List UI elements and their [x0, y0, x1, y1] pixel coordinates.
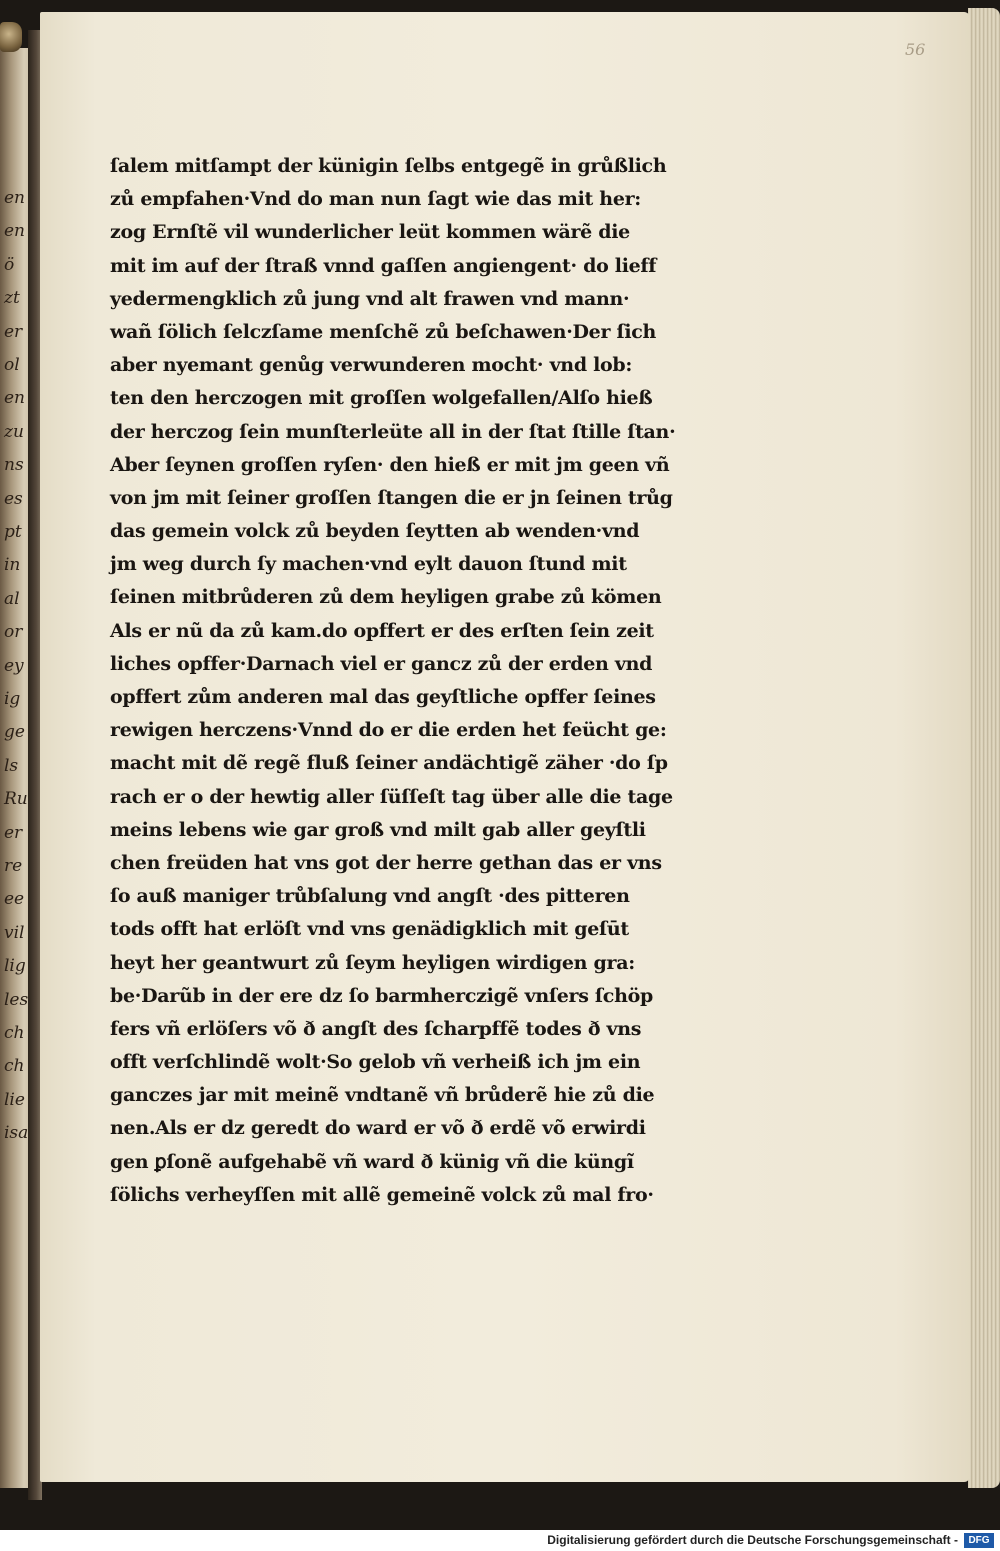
left-page-fragment: vil — [4, 922, 25, 943]
text-line: ſalem mitſampt der künigin ſelbs entgegẽ in grůßlich — [110, 155, 667, 177]
left-page-fragment: ig — [4, 689, 21, 709]
text-line: rewigen herczens·Vnnd do er die erden het feücht ge: — [110, 719, 667, 742]
footer-credit: Digitalisierung gefördert durch die Deutsche Forschungsgemeinschaft - — [547, 1533, 958, 1547]
text-line: zů empfahen·Vnd do man nun ſagt wie das mit her: — [110, 188, 642, 211]
left-page-fragment: er — [4, 822, 23, 843]
left-page-fragment: ge — [4, 722, 25, 743]
left-page-fragment: in — [4, 555, 21, 576]
left-page-fragment: les — [4, 989, 29, 1010]
text-line: meins lebens wie gar groß vnd milt gab aller geyſtli — [110, 818, 646, 841]
left-page-fragment: zu — [4, 421, 24, 442]
dfg-logo-icon: DFG — [964, 1533, 994, 1548]
text-line: tods offt hat erlöſt vnd vns genädigklich mit geſūt — [110, 918, 629, 941]
folio-number: 56 — [905, 40, 926, 59]
footer-bar — [0, 1530, 1000, 1551]
left-page-fragment: Ru — [4, 789, 28, 810]
left-page-fragment: lie — [4, 1089, 25, 1110]
text-line: Als er nũ da zů kam.do opffert er des erſten ſein zeit — [110, 619, 654, 642]
text-line: ſeinen mitbrůderen zů dem heyligen grabe zů kömen — [110, 586, 662, 609]
text-line: ten den herczogen mit groſſen wolgefallen/Alſo hieß — [110, 387, 653, 410]
left-page-fragment: lig — [4, 956, 26, 977]
left-page-fragment: ch — [4, 1023, 25, 1043]
left-page-fragment: ns — [4, 455, 24, 476]
text-line: mit im auf der ſtraß vnnd gaſſen angiengent· do lieff — [110, 254, 657, 277]
left-page-fragment: ch — [4, 1056, 25, 1077]
left-page-fragment: re — [4, 856, 23, 876]
text-line: aber nyemant genůg verwunderen mocht· vnd lob: — [110, 354, 633, 377]
left-page-fragment: en — [4, 188, 26, 208]
left-page-fragment: ö — [4, 254, 15, 275]
text-line: macht mit dẽ regẽ fluß ſeiner andächtigẽ zäher ·do ſp — [110, 752, 668, 775]
text-line: nen.Als er dz geredt do ward er võ ð erdẽ võ erwirdi — [110, 1117, 646, 1140]
left-page-fragment: isa — [4, 1123, 29, 1144]
left-page-fragment: ol — [4, 355, 20, 375]
left-page-fragment: ls — [4, 755, 19, 776]
text-line: ſo auß maniger trůbſalung vnd angſt ·des pitteren — [110, 885, 630, 908]
text-line: der herczog ſein munſterleüte all in der ſtat ſtille ſtan· — [110, 420, 676, 443]
left-page-fragment: en — [4, 221, 26, 242]
clasp-icon — [0, 22, 22, 52]
left-page-fragment: al — [4, 588, 20, 609]
left-page-fragment: ee — [4, 889, 25, 910]
text-line: yedermengklich zů jung vnd alt frawen vnd mann· — [110, 287, 630, 310]
text-line: be·Darũb in der ere dz ſo barmherczigẽ vnſers ſchöp — [110, 984, 653, 1007]
text-line: von jm mit ſeiner groſſen ſtangen die er jn ſeinen trůg — [110, 486, 673, 509]
text-block — [110, 150, 770, 1212]
text-line: ſölichs verheyſſen mit allẽ gemeinẽ volck zů mal fro· — [110, 1183, 654, 1206]
text-line: ganczes jar mit meinẽ vndtanẽ vñ brůderẽ hie zů die — [110, 1084, 655, 1107]
left-page-fragment: ey — [4, 655, 24, 676]
text-line: fers vñ erlöſers võ ð angſt des ſcharpffẽ todes ð vns — [110, 1017, 642, 1040]
text-line: das gemein volck zů beyden ſeytten ab wenden·vnd — [110, 520, 640, 543]
text-line: offt verſchlindẽ wolt·So gelob vñ verheiß ich jm ein — [110, 1051, 641, 1074]
page-edge — [968, 8, 1000, 1488]
left-page-fragment: zt — [4, 288, 20, 309]
left-page-fragment: es — [4, 488, 23, 509]
text-line: zog Ernſtẽ vil wunderlicher leüt kommen wärẽ die — [110, 221, 630, 244]
left-page-fragment: en — [4, 388, 26, 409]
text-line: wañ ſölich ſelczſame menſchẽ zů beſchawen·Der ſich — [110, 320, 657, 343]
text-line: liches opffer·Darnach viel er gancz zů der erden vnd — [110, 652, 653, 675]
text-line: opffert zům anderen mal das geyſtliche opffer ſeines — [110, 686, 656, 708]
text-line: heyt her geantwurt zů ſeym heyligen wirdigen gra: — [110, 951, 635, 974]
left-page-fragment: pt — [4, 522, 22, 542]
left-page-fragment: or — [4, 622, 23, 643]
text-line: Aber ſeynen groſſen ryſen· den hieß er mit jm geen vñ — [110, 453, 670, 476]
left-page-fragment: er — [4, 321, 23, 342]
text-line: jm weg durch ſy machen·vnd eylt dauon ſtund mit — [110, 553, 627, 576]
text-line: gen ꝑſonẽ aufgehabẽ vñ ward ð künig vñ die küngĩ — [110, 1150, 634, 1173]
text-line: rach er o der hewtig aller ſüſſeſt tag über alle die tage — [110, 785, 673, 808]
text-line: chen freüden hat vns got der herre gethan das er vns — [110, 851, 662, 874]
